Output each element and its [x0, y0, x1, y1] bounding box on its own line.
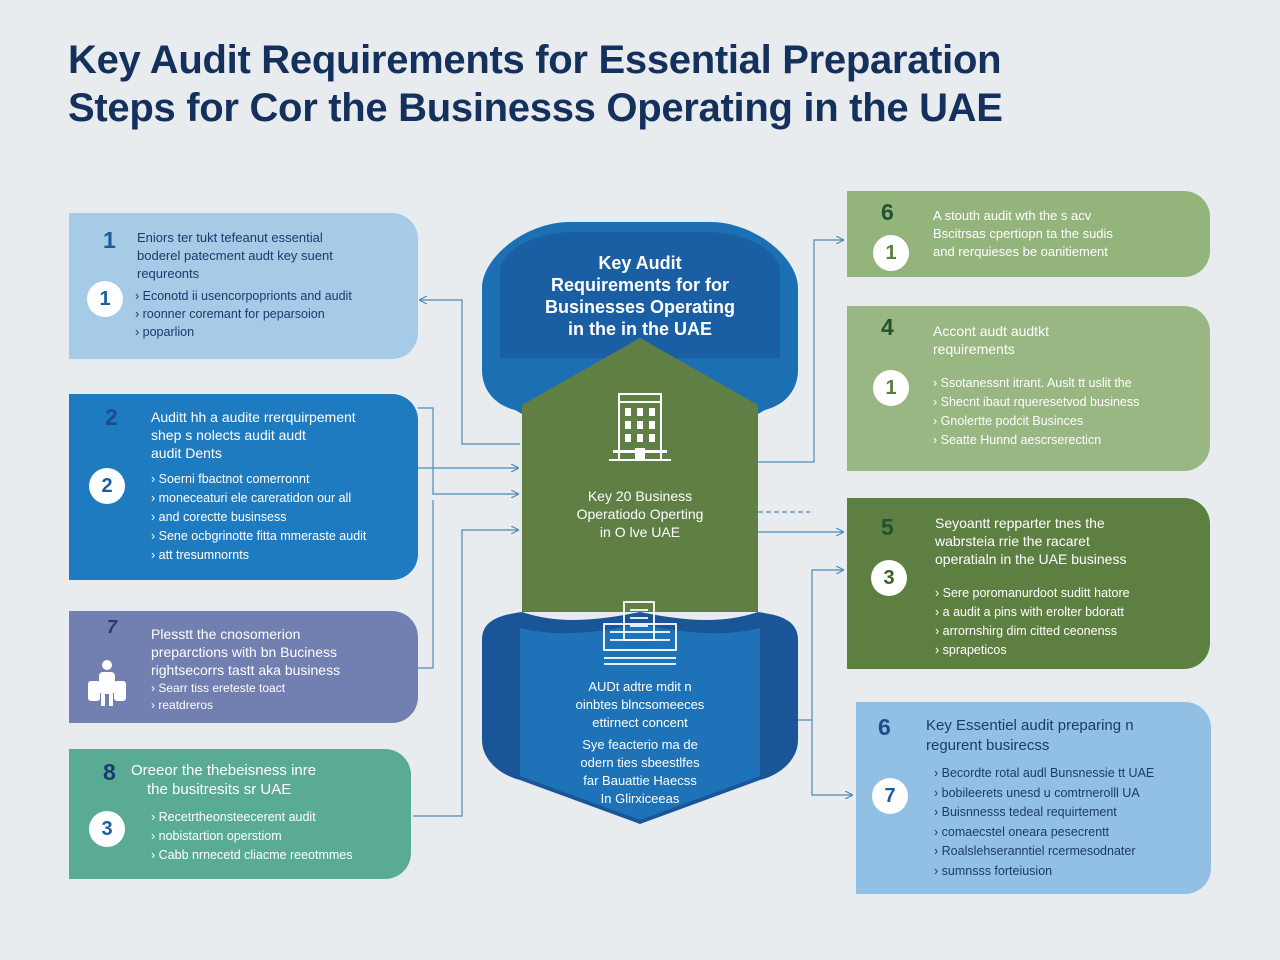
- right-card-1: [847, 191, 1210, 277]
- card-heading: Seyoantt repparter tnes the wabrsteia rrie the racaret operatialn in the UAE business: [935, 515, 1127, 567]
- office-building-icon: [605, 388, 675, 468]
- right-card-2: [847, 306, 1210, 471]
- step-number: 7: [107, 617, 118, 637]
- bullet-list: › Ssotanessnt itrant. Auslt tt uslit the › Shecnt ibaut rqueresetvod business › Gnolertte podcit Businces › Seatte Hunnd aescrserecticn: [933, 374, 1139, 450]
- bullet-list: › Searr tiss ereteste toact › reatdreros: [151, 680, 285, 714]
- card-heading: Auditt hh a audite rrerquirpement shep s nolects audit audt audit Dents: [151, 409, 356, 461]
- bullet-list: › Soerni fbactnot comerronnt › moneceaturi ele careratidon our all › and corectte businsess › Sene ocbgrinotte fitta mmeraste audit › att tresumnornts: [151, 470, 366, 565]
- card-heading: Accont audt audtkt requirements: [933, 323, 1049, 357]
- left-card-1: [69, 213, 418, 359]
- card-heading: Eniors ter tukt tefeanut essential boderel patecment audt key suent requreonts: [137, 230, 333, 281]
- card-heading: A stouth audit wth the s acv Bscitrsas cpertiopn ta the sudis and rerquieses be oanitiement: [933, 208, 1113, 259]
- connector-card-3: [418, 500, 433, 668]
- step-circle: 7: [872, 778, 908, 814]
- bullet-list: › Sere poromanurdoot suditt hatore › a audit a pins with erolter bdoratt › arrornshirg dim citted ceonenss › sprapeticos: [935, 584, 1130, 660]
- title-line-2: Steps for Cor the Businesss Operating in the UAE: [68, 86, 1003, 130]
- right-card-3: [847, 498, 1210, 669]
- card-heading: Oreeor the thebeisness inre the busitresits sr UAE: [131, 762, 317, 798]
- step-number: 5: [881, 514, 894, 540]
- connector-right-3c: [795, 570, 843, 720]
- left-card-3: [69, 611, 418, 723]
- step-number: 6: [881, 199, 894, 225]
- step-circle: 1: [873, 370, 909, 406]
- card-heading: Plesstt the cnosomerion preparctions with bn Buciness rightsecorrs tastt aka business: [151, 626, 341, 678]
- left-card-2: [69, 394, 418, 580]
- card-heading: Key Essentiel audit preparing n regurent busirecss: [926, 717, 1134, 754]
- center-top-text: Key Audit Requirements for for Businesses Operating in the in the UAE: [544, 253, 736, 339]
- step-circle: 1: [873, 235, 909, 271]
- connector-right-4: [812, 720, 852, 795]
- step-number: 8: [103, 759, 116, 785]
- step-circle: 3: [871, 560, 907, 596]
- bullet-list: › Recetrtheonsteecerent audit › nobistartion operstiom › Cabb nrnecetd cliacme reeotmmes: [151, 808, 352, 865]
- step-circle: 2: [89, 468, 125, 504]
- center-middle-text: Key 20 Business Operatiodo Operting in O lve UAE: [576, 488, 704, 540]
- left-card-4: [69, 749, 411, 879]
- bullet-list: › Econotd ii usencorpoprionts and audit › roonner coremant for peparsoion › poparlion: [135, 287, 352, 341]
- people-group-icon: [85, 659, 129, 709]
- step-number: 6: [878, 714, 891, 740]
- center-bottom-text-2: Sye feacterio ma de odern ties sbeestlfes far Bauattie Haecss In Glirxiceeas: [580, 737, 700, 806]
- title-line-1: Key Audit Requirements for Essential Preparation: [68, 38, 1002, 82]
- step-circle: 1: [87, 281, 123, 317]
- bullet-list: › Becordte rotal audl Bunsnessie tt UAE › bobileerets unesd u comtrnerolll UA › Buisnnesss tedeal requirtement › comaecstel oneara pesecrentt › Roalslehseranntiel rcermesodnater › sumnsss forteiusion: [934, 764, 1154, 881]
- step-number: 1: [103, 227, 116, 253]
- step-number: 4: [881, 314, 894, 340]
- building-blueprint-icon: [600, 598, 680, 668]
- center-bottom-text-1: AUDt adtre mdit n oinbtes blncsomeeces ettirnect concent: [575, 679, 705, 730]
- step-circle: 3: [89, 811, 125, 847]
- step-number: 2: [105, 404, 118, 430]
- right-card-4: [856, 702, 1211, 894]
